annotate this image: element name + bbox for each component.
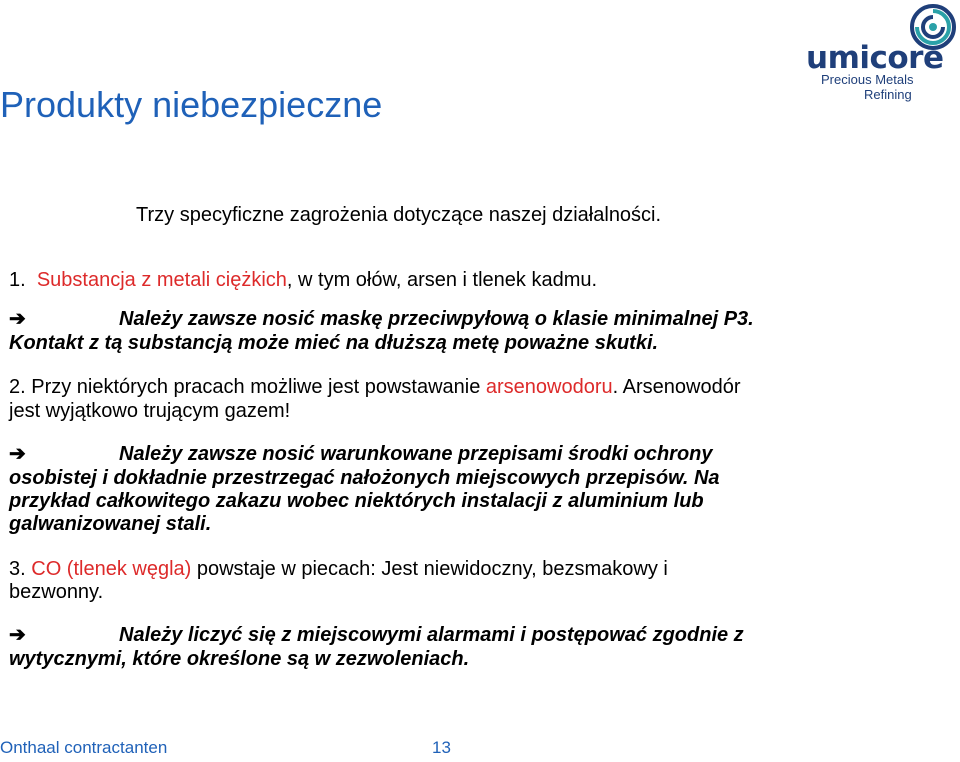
item-2-text-pre: Przy niektórych pracach możliwe jest powstawanie [31, 376, 481, 398]
item-3 [9, 557, 668, 581]
item-1-number: 1. [9, 269, 26, 291]
umicore-logo [806, 4, 956, 104]
item-3-number: 3. [9, 558, 26, 580]
item-3-highlight: CO (tlenek węgla) [31, 558, 192, 580]
arrow-right-icon: ➔ [9, 443, 26, 465]
item-2-note-line-2: osobistej i dokładnie przestrzegać nałożonych miejscowych przepisów. Na [9, 467, 720, 489]
page-title: Produkty niebezpieczne [0, 84, 383, 125]
item-2-line-2: jest wyjątkowo trującym gazem! [9, 400, 291, 422]
item-2-highlight: arsenowodoru [485, 376, 613, 398]
logo-subtitle-2: Refining [864, 87, 912, 102]
item-1-text: , w tym ołów, arsen i tlenek kadmu. [286, 269, 598, 291]
item-2-note-line-3: przykład całkowitego zakazu wobec niektórych instalacji z aluminium lub [9, 490, 704, 512]
intro-text: Trzy specyficzne zagrożenia dotyczące naszej działalności. [136, 204, 662, 226]
logo-brand: umicore [806, 40, 944, 76]
item-3-note-line-1: ➔ Należy liczyć się z miejscowymi alarmami i postępować zgodnie z [9, 624, 744, 646]
item-1-note-line-2: Kontakt z tą substancją może mieć na dłuższą metę poważne skutki. [9, 332, 659, 354]
item-1 [9, 268, 597, 292]
item-3-line-2: bezwonny. [9, 581, 104, 603]
item-2-note-line-1: ➔ Należy zawsze nosić warunkowane przepisami środki ochrony [9, 443, 713, 465]
logo-subtitle-1: Precious Metals [821, 72, 914, 87]
item-2-number: 2. [9, 376, 26, 398]
footer-label: Onthaal contractanten [0, 738, 168, 757]
item-3-note-line-2: wytycznymi, które określone są w zezwoleniach. [9, 648, 470, 670]
arrow-right-icon: ➔ [9, 624, 26, 646]
arrow-right-icon: ➔ [9, 308, 26, 330]
item-1-highlight: Substancja z metali ciężkich [36, 269, 287, 291]
page-number: 13 [432, 738, 451, 757]
item-2-text-post: . Arsenowodór [612, 376, 741, 398]
item-2 [9, 375, 741, 399]
item-3-text: powstaje w piecach: Jest niewidoczny, bezsmakowy i [191, 558, 668, 580]
item-2-note-line-4: galwanizowanej stali. [9, 513, 212, 535]
item-1-note-line-1: ➔ Należy zawsze nosić maskę przeciwpyłową o klasie minimalnej P3. [9, 308, 754, 330]
